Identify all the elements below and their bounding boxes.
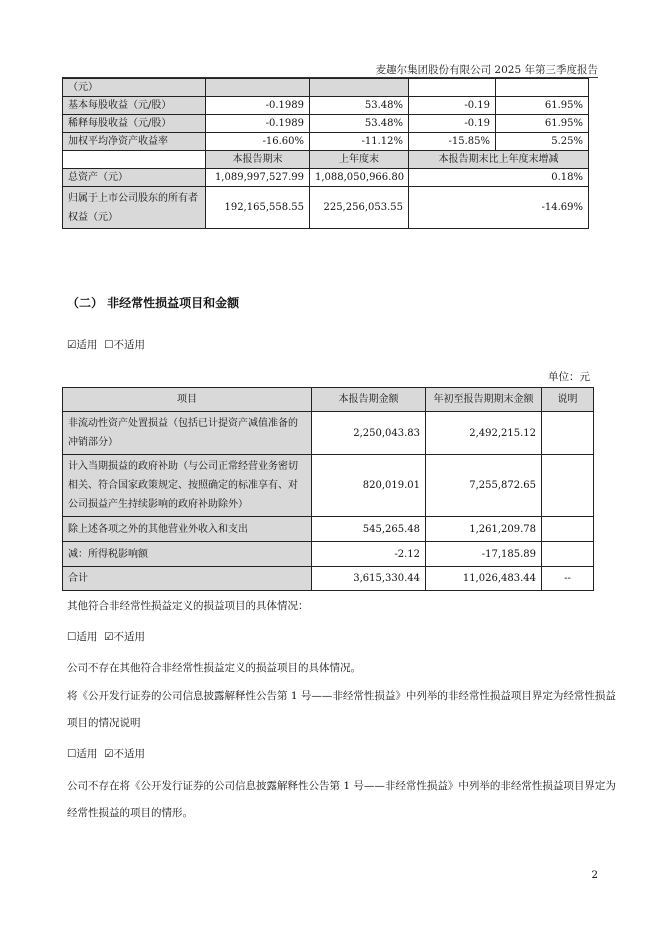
- item-label: 合计: [63, 567, 312, 591]
- column-header: 年初至报告期期末金额: [426, 388, 542, 412]
- cell-value: 1,261,209.78: [426, 517, 542, 542]
- cell-value: -17,185.89: [426, 542, 542, 567]
- applicability-checkboxes: [67, 629, 145, 644]
- applicability-checkboxes: [67, 337, 145, 352]
- column-header: 上年度末: [310, 151, 409, 169]
- table-row: [63, 455, 594, 517]
- applicability-checkboxes: [67, 746, 145, 761]
- cell-value: -2.12: [312, 542, 426, 567]
- not-applicable-option: ☑不适用: [104, 631, 146, 643]
- cell-note: [542, 455, 594, 517]
- cell-value: -0.1989: [206, 115, 310, 133]
- cell-note: [542, 542, 594, 567]
- table-row: [63, 542, 594, 567]
- paragraph: 公司不存在将《公开发行证券的公司信息披露解释性公告第 1 号——非经常性损益》中列举的非经常性损益项目界定为: [67, 780, 616, 792]
- cell-value: 1,088,050,966.80: [310, 169, 409, 187]
- unit-label: 单位：元: [548, 371, 590, 383]
- row-label: 总资产（元）: [63, 169, 206, 187]
- table-header-row: [63, 388, 594, 412]
- financial-indicators-table: [62, 78, 589, 229]
- column-header: 说明: [542, 388, 594, 412]
- cell-value: 820,019.01: [312, 455, 426, 517]
- cell-value: 61.95%: [496, 115, 589, 133]
- cell-note: [542, 412, 594, 455]
- row-label: （元）: [63, 79, 206, 97]
- column-header: 本报告期金额: [312, 388, 426, 412]
- applicable-option: ☑适用: [67, 339, 98, 351]
- cell-value: -11.12%: [310, 133, 409, 151]
- cell-value: 5.25%: [496, 133, 589, 151]
- paragraph: 项目的情况说明: [67, 717, 141, 729]
- section-title: （二） 非经常性损益项目和金额: [67, 296, 240, 310]
- table-row: [63, 133, 589, 151]
- cell-value: -16.60%: [206, 133, 310, 151]
- column-header: 本报告期末比上年度末增减: [409, 151, 589, 169]
- column-header: 项目: [63, 388, 312, 412]
- item-label: 除上述各项之外的其他营业外收入和支出: [63, 517, 312, 542]
- applicable-option: ☐适用: [67, 631, 98, 643]
- item-label: 计入当期损益的政府补助（与公司正常经营业务密切相关、符合国家政策规定、按照确定的标准享有、对公司损益产生持续影响的政府补助除外）: [63, 455, 312, 517]
- not-applicable-option: ☐不适用: [104, 339, 146, 351]
- paragraph: 经常性损益的项目的情形。: [67, 807, 193, 819]
- cell-value: 2,492,215.12: [426, 412, 542, 455]
- item-label: 非流动性资产处置损益（包括已计提资产减值准备的冲销部分）: [63, 412, 312, 455]
- cell-value: 53.48%: [310, 115, 409, 133]
- other-items-label: 其他符合非经常性损益定义的损益项目的具体情况：: [67, 600, 309, 612]
- cell-value: 3,615,330.44: [312, 567, 426, 591]
- table-row: [63, 187, 589, 229]
- cell-value: 2,250,043.83: [312, 412, 426, 455]
- cell-value: -0.19: [409, 115, 496, 133]
- cell-value: -14.69%: [409, 187, 589, 229]
- row-label: 基本每股收益（元/股）: [63, 97, 206, 115]
- row-label: 加权平均净资产收益率: [63, 133, 206, 151]
- cell-value: 11,026,483.44: [426, 567, 542, 591]
- cell-value: 61.95%: [496, 97, 589, 115]
- table-subheader-row: [63, 151, 589, 169]
- table-total-row: [63, 567, 594, 591]
- report-header: 麦趣尔集团股份有限公司 2025 年第三季度报告: [375, 64, 598, 76]
- cell-value: 1,089,997,527.99: [206, 169, 310, 187]
- cell-value: -15.85%: [409, 133, 496, 151]
- cell-value: 225,256,053.55: [310, 187, 409, 229]
- cell-note: --: [542, 567, 594, 591]
- row-label: 归属于上市公司股东的所有者权益（元）: [63, 187, 206, 229]
- paragraph: 将《公开发行证券的公司信息披露解释性公告第 1 号——非经常性损益》中列举的非经常性损益项目界定为经常性损益: [67, 690, 616, 702]
- table-row: [63, 169, 589, 187]
- table-row: [63, 115, 589, 133]
- not-applicable-option: ☑不适用: [104, 748, 146, 760]
- paragraph: 公司不存在其他符合非经常性损益定义的损益项目的具体情况。: [67, 662, 361, 674]
- item-label: 减：所得税影响额: [63, 542, 312, 567]
- page-number: 2: [591, 869, 598, 881]
- cell-value: 545,265.48: [312, 517, 426, 542]
- table-row: [63, 412, 594, 455]
- non-recurring-items-table: [62, 387, 594, 591]
- table-row: [63, 517, 594, 542]
- cell-value: 53.48%: [310, 97, 409, 115]
- cell-value: 0.18%: [409, 169, 589, 187]
- cell-value: 192,165,558.55: [206, 187, 310, 229]
- table-row: [63, 97, 589, 115]
- cell-value: 7,255,872.65: [426, 455, 542, 517]
- table-row: [63, 79, 589, 97]
- cell-value: -0.19: [409, 97, 496, 115]
- cell-note: [542, 517, 594, 542]
- applicable-option: ☐适用: [67, 748, 98, 760]
- column-header: 本报告期末: [206, 151, 310, 169]
- row-label: 稀释每股收益（元/股）: [63, 115, 206, 133]
- cell-value: -0.1989: [206, 97, 310, 115]
